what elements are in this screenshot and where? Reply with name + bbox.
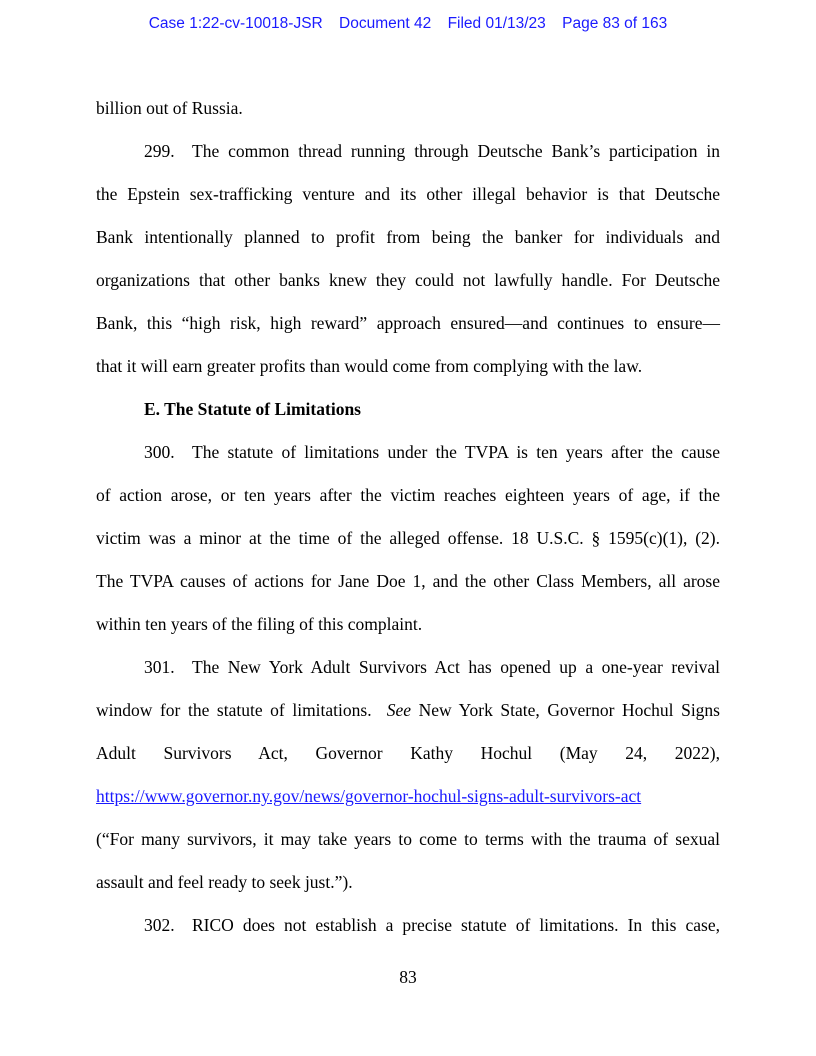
- text-line: Bank intentionally planned to profit from being the banker for individuals and: [96, 227, 720, 247]
- text-line: of action arose, or ten years after the victim reaches eighteen years of age, if the: [96, 485, 720, 505]
- paragraph-299-line: 299. The common thread running through Deutsche Bank’s participation in: [144, 141, 720, 161]
- paragraph-301-line: 301. The New York Adult Survivors Act has opened up a one-year revival: [144, 657, 720, 677]
- text-line: [96, 785, 720, 807]
- paragraph-300-line: 300. The statute of limitations under the TVPA is ten years after the cause: [144, 442, 720, 462]
- text-line: window for the statute of limitations. See New York State, Governor Hochul Signs: [96, 700, 720, 720]
- page-number: 83: [399, 967, 417, 987]
- text-line: (“For many survivors, it may take years to come to terms with the trauma of sexual: [96, 829, 720, 849]
- governor-press-link[interactable]: https://www.governor.ny.gov/news/governor-hochul-signs-adult-survivors-act: [96, 786, 642, 806]
- text-line: billion out of Russia.: [96, 98, 243, 118]
- text-line: within ten years of the filing of this complaint.: [96, 614, 423, 634]
- filed-date: Filed 01/13/23: [447, 15, 546, 32]
- text-line: assault and feel ready to seek just.”).: [96, 872, 353, 892]
- paragraph-number: 299.: [144, 141, 175, 161]
- document-number: Document 42: [339, 15, 432, 32]
- text-line: victim was a minor at the time of the alleged offense. 18 U.S.C. § 1595(c)(1), (2).: [96, 528, 720, 548]
- section-heading: E. The Statute of Limitations: [144, 399, 361, 419]
- text-line: Bank, this “high risk, high reward” approach ensured—and continues to ensure—: [96, 313, 720, 333]
- text-line: the Epstein sex-trafficking venture and its other illegal behavior is that Deutsche: [96, 184, 720, 204]
- text-line: The TVPA causes of actions for Jane Doe 1, and the other Class Members, all arose: [96, 571, 720, 591]
- paragraph-number: 300.: [144, 442, 175, 462]
- page-of-total: Page 83 of 163: [562, 15, 668, 32]
- case-header: [0, 15, 816, 33]
- text-line: Adult Survivors Act, Governor Kathy Hochul (May 24, 2022),: [96, 743, 720, 763]
- see-signal: See: [386, 700, 412, 720]
- text-line: organizations that other banks knew they could not lawfully handle. For Deutsche: [96, 270, 720, 290]
- paragraph-number: 301.: [144, 657, 175, 677]
- case-number: Case 1:22-cv-10018-JSR: [148, 15, 323, 32]
- paragraph-302-line: 302. RICO does not establish a precise statute of limitations. In this case,: [144, 915, 720, 935]
- paragraph-number: 302.: [144, 915, 175, 935]
- text-line: that it will earn greater profits than would come from complying with the law.: [96, 356, 643, 376]
